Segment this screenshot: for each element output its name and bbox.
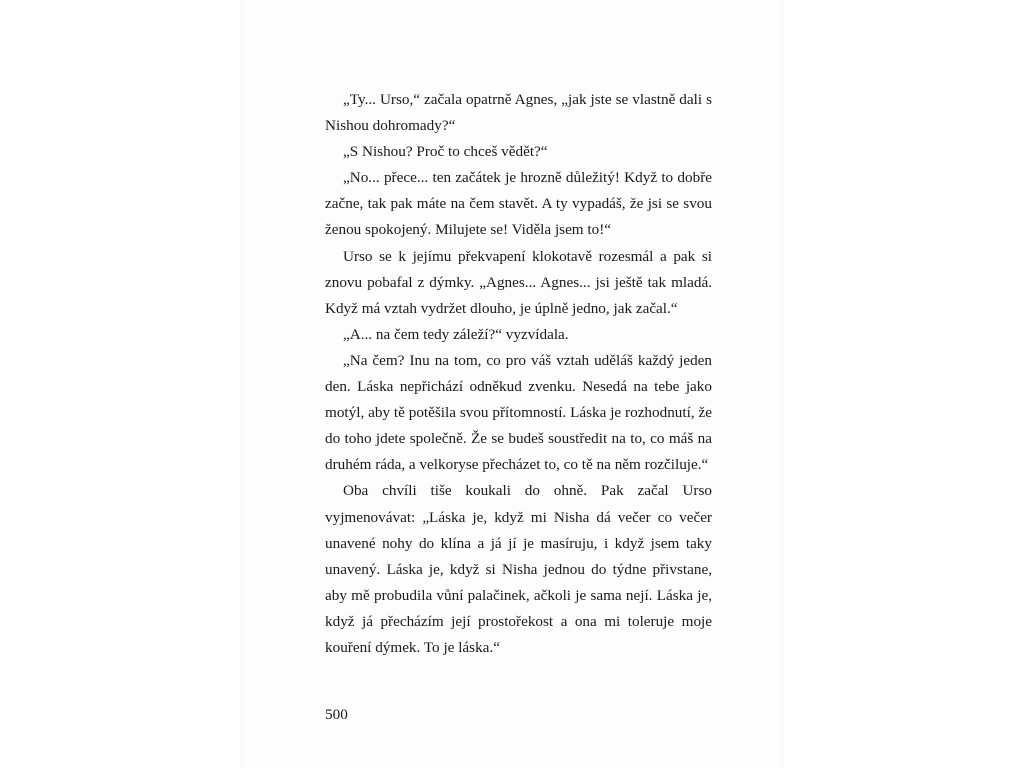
paragraph: Urso se k jejímu překvapení klokotavě rozesmál a pak si znovu pobafal z dýmky. „Agnes... Agnes... jsi ještě tak mladá. Když má vztah vydržet dlouho, je úplně jedno, jak začal.“ bbox=[325, 247, 712, 317]
paragraph: „Ty... Urso,“ začala opatrně Agnes, „jak jste se vlastně dali s Nishou dohromady?“ bbox=[325, 91, 712, 135]
paragraph: Oba chvíli tiše koukali do ohně. Pak začal Urso vyjmenovávat: „Láska je, když mi Nisha dá večer co večer unavené nohy do klína a já jí je masíruju, i když jsem taky unavený. Láska je, když si Nisha jednou do týdne přivstane, aby mě probudila vůní palačinek, ačkoli je sama nejí. Láska je, když já přecházím její prostořekost a ona mi toleruje moje kouření dýmek. To je láska.“ bbox=[325, 482, 712, 656]
paragraph: „No... přece... ten začátek je hrozně důležitý! Když to dobře začne, tak pak máte na čem stavět. A ty vypadáš, že jsi se svou ženou spokojený. Milujete se! Viděla jsem to!“ bbox=[325, 169, 712, 239]
body-text bbox=[325, 87, 712, 661]
paragraph: „S Nishou? Proč to chceš vědět?“ bbox=[343, 143, 548, 161]
page-number: 500 bbox=[325, 706, 348, 723]
paragraph: „Na čem? Inu na tom, co pro váš vztah uděláš každý jeden den. Láska nepřichází odněkud zvenku. Nesedá na tebe jako motýl, aby tě potěšila svou přítomností. Láska je rozhodnutí, že do toho jdete společně. Že se budeš soustředit na to, co máš na druhém ráda, a velkoryse přecházet to, co tě na něm rozčiluje.“ bbox=[325, 351, 712, 474]
paragraph: „A... na čem tedy záleží?“ vyzvídala. bbox=[343, 325, 569, 343]
